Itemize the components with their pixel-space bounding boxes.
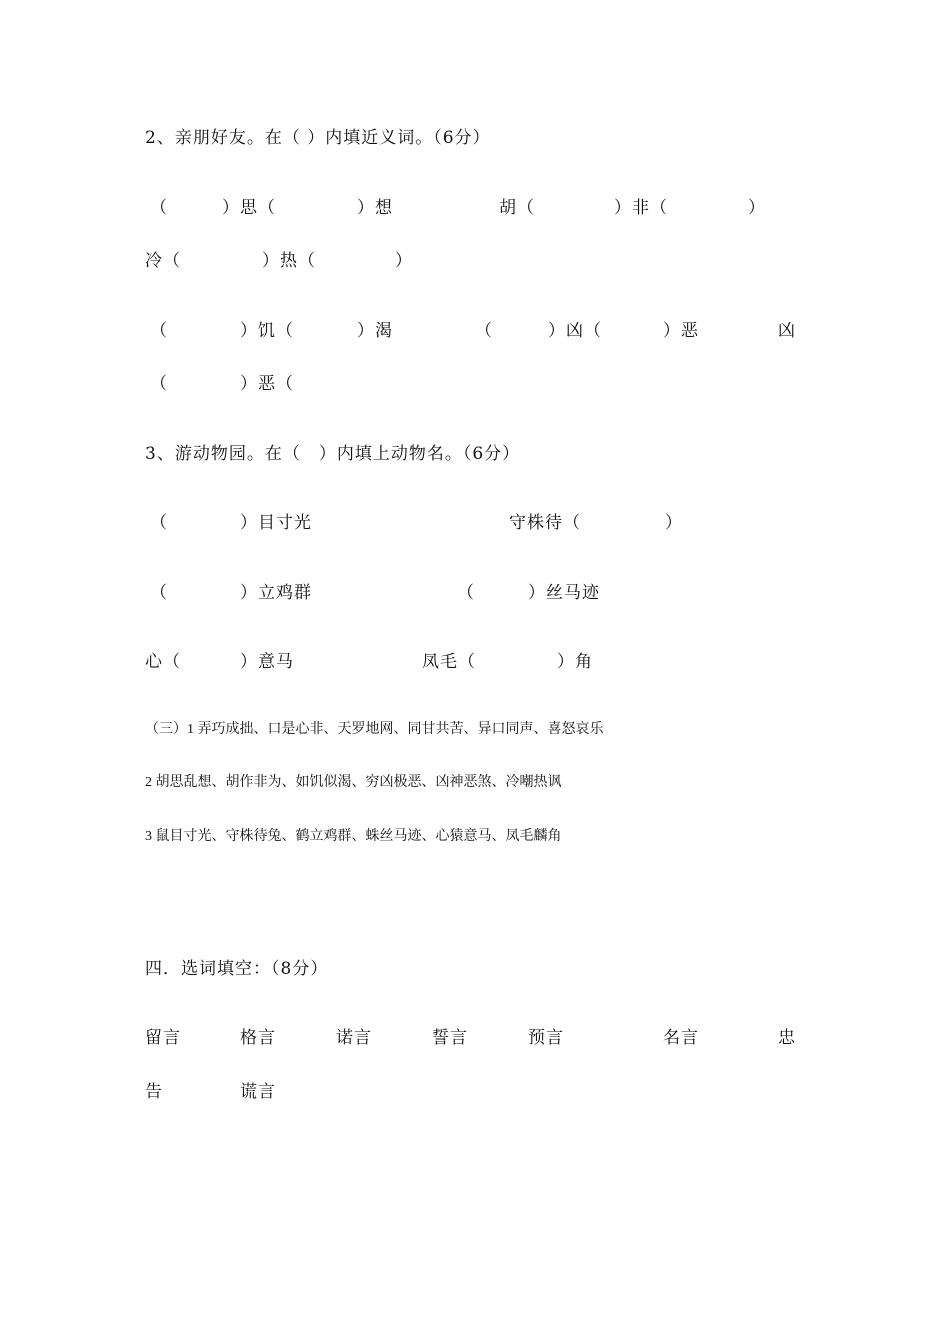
- fill-blank-text: ）角: [557, 652, 593, 672]
- fill-blank-text: ）渴: [357, 321, 393, 341]
- fill-blank-text: ）: [395, 251, 413, 271]
- fill-blank-text: ）立鸡群: [240, 583, 312, 603]
- answer-line-2: 2 胡思乱想、胡作非为、如饥似渴、穷凶极恶、凶神恶煞、冷嘲热讽: [145, 775, 562, 790]
- section-2-title: 2、亲朋好友。在（ ）内填近义词。（6分）: [145, 128, 491, 148]
- fill-blank-text: （: [150, 513, 168, 533]
- word-option: 留言: [145, 1028, 181, 1048]
- fill-blank-text: （: [475, 321, 493, 341]
- fill-blank-text: ）: [665, 513, 683, 533]
- fill-blank-text: ）恶（: [240, 374, 294, 394]
- fill-blank-text: （: [150, 583, 168, 603]
- word-option: 告: [145, 1082, 163, 1102]
- fill-blank-text: ）目寸光: [240, 513, 312, 533]
- fill-blank-text: 凤毛（: [422, 652, 476, 672]
- fill-blank-text: ）凶（: [548, 321, 602, 341]
- fill-blank-text: ）丝马迹: [528, 583, 600, 603]
- fill-blank-text: ）意马: [240, 652, 294, 672]
- fill-blank-text: （: [150, 198, 168, 218]
- fill-blank-text: 守株待（: [509, 513, 581, 533]
- fill-blank-text: （: [150, 321, 168, 341]
- fill-blank-text: ）: [748, 198, 766, 218]
- word-option: 谎言: [240, 1082, 276, 1102]
- fill-blank-text: ）思（: [222, 198, 276, 218]
- fill-blank-text: ）热（: [262, 251, 316, 271]
- word-option: 预言: [528, 1028, 564, 1048]
- fill-blank-text: 凶: [778, 321, 796, 341]
- fill-blank-text: （: [150, 374, 168, 394]
- fill-blank-text: ）饥（: [240, 321, 294, 341]
- fill-blank-text: 心（: [145, 652, 181, 672]
- answer-line-1: （三）1 弄巧成拙、口是心非、天罗地网、同甘共苦、异口同声、喜怒哀乐: [145, 722, 604, 737]
- word-option: 诺言: [336, 1028, 372, 1048]
- word-option: 誓言: [432, 1028, 468, 1048]
- fill-blank-text: ）非（: [614, 198, 668, 218]
- fill-blank-text: ）恶: [663, 321, 699, 341]
- word-option: 忠: [778, 1028, 796, 1048]
- section-3-title: 3、游动物园。在（ ）内填上动物名。（6分）: [145, 444, 521, 464]
- section-4-title: 四．选词填空：（8分）: [145, 959, 329, 979]
- word-option: 名言: [663, 1028, 699, 1048]
- word-option: 格言: [240, 1028, 276, 1048]
- answer-line-3: 3 鼠目寸光、守株待兔、鹤立鸡群、蛛丝马迹、心猿意马、凤毛麟角: [145, 829, 562, 844]
- fill-blank-text: （: [457, 583, 475, 603]
- fill-blank-text: 胡（: [499, 198, 535, 218]
- fill-blank-text: ）想: [357, 198, 393, 218]
- fill-blank-text: 冷（: [145, 251, 181, 271]
